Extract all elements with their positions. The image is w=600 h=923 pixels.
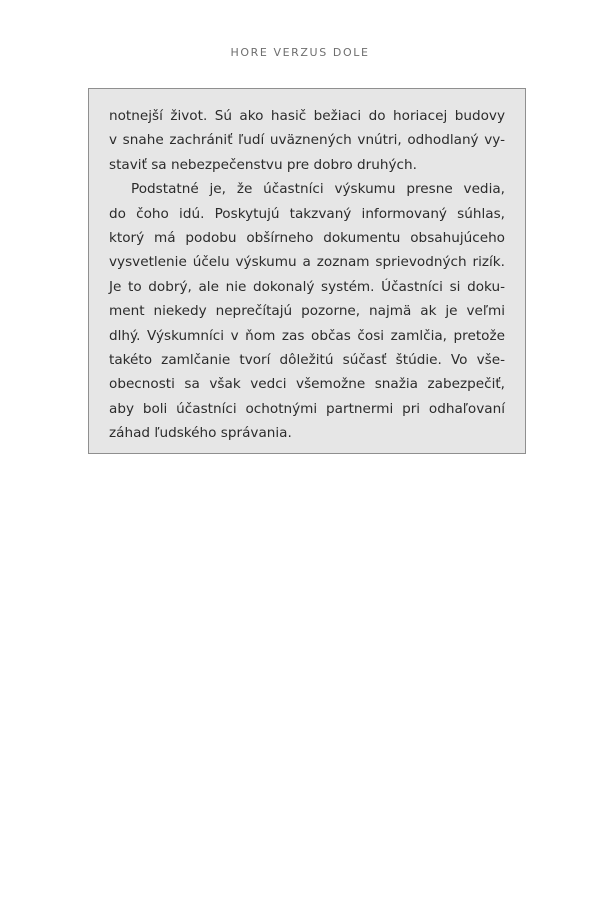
text-line: záhad ľudského správania. bbox=[109, 425, 292, 442]
text-line: aby boli účastníci ochotnými partnermi pri odhaľovaní bbox=[109, 400, 505, 417]
text-line: Je to dobrý, ale nie dokonalý systém. Účastníci si doku- bbox=[109, 278, 505, 295]
sidebar-box bbox=[88, 88, 526, 454]
text-line: staviť sa nebezpečenstvu pre dobro druhých. bbox=[109, 156, 417, 173]
paragraph bbox=[109, 177, 505, 445]
text-line: v snahe zachrániť ľudí uväznených vnútri, odhodlaný vy- bbox=[109, 132, 505, 149]
text-line: takéto zamlčanie tvorí dôležitú súčasť štúdie. Vo vše- bbox=[109, 351, 505, 368]
paragraph bbox=[109, 104, 505, 177]
text-line: ktorý má podobu obšírneho dokumentu obsahujúceho bbox=[109, 229, 505, 246]
text-line: dlhý. Výskumníci v ňom zas občas čosi zamlčia, pretože bbox=[109, 327, 505, 344]
text-line: notnejší život. Sú ako hasič bežiaci do horiacej budovy bbox=[109, 108, 505, 124]
text-line: do čoho idú. Poskytujú takzvaný informovaný súhlas, bbox=[109, 205, 505, 222]
text-line: Podstatné je, že účastníci výskumu presne vedia, bbox=[131, 181, 505, 198]
text-line: obecnosti sa však vedci všemožne snažia zabezpečiť, bbox=[109, 376, 505, 393]
running-head: HORE VERZUS DOLE bbox=[230, 46, 370, 59]
text-line: ment niekedy neprečítajú pozorne, najmä ak je veľmi bbox=[109, 303, 505, 320]
text-line: vysvetlenie účelu výskumu a zoznam sprievodných rizík. bbox=[109, 254, 505, 271]
